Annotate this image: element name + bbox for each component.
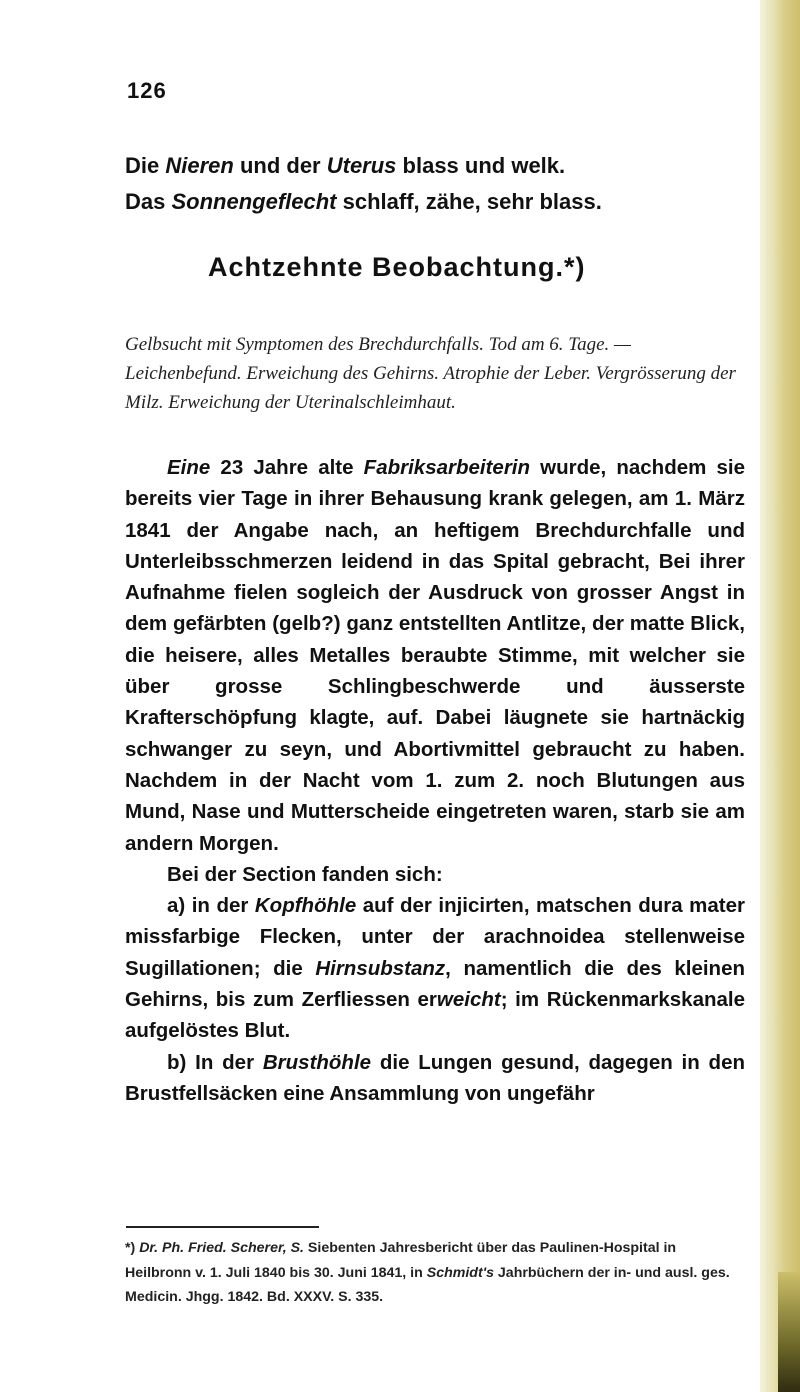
body-text — [125, 452, 745, 1109]
footnote-divider — [126, 1226, 319, 1228]
paragraph-case-history: Eine 23 Jahre alte Fabriksarbeiterin wurde, nachdem sie bereits vier Tage in ihrer Behausung krank gelegen, am 1. März 1841 der Angabe nach, an heftigem Brechdurchfalle und Unterleibsschmerzen leidend in das Spital gebracht, Bei ihrer Aufnahme fielen sogleich der Ausdruck von grosser Angst in dem gefärbten (gelb?) ganz entstellten Antlitze, der matte Blick, die heisere, alles Metalles beraubte Stimme, mit welcher sie über grosse Schlingbeschwerde und äusserste Krafterschöpfung klagte, auf. Dabei läugnete sie hartnäckig schwanger zu seyn, und Abortivmittel gebraucht zu haben. Nachdem in der Nacht vom 1. zum 2. noch Blutungen aus Mund, Nase und Mutterscheide eingetreten waren, starb sie am andern Morgen. — [125, 456, 745, 855]
page-edge — [760, 0, 800, 1392]
paragraph-head-cavity: a) in der Kopfhöhle auf der injicirten, matschen dura mater missfarbige Flecken, unter der arachnoidea stellenweise Sugillationen; die Hirnsubstanz, namentlich die des kleinen Gehirns, bis zum Zerfliessen erweicht; im Rückenmarkskanale aufgelöstes Blut. — [125, 894, 745, 1043]
section-heading: Achtzehnte Beobachtung.*) — [208, 252, 586, 282]
intro-line-2: Das Sonnengeflecht schlaff, zähe, sehr blass. — [125, 189, 602, 214]
intro-text — [125, 148, 745, 220]
page-edge-shadow — [778, 1272, 800, 1392]
paragraph-chest-cavity: b) In der Brusthöhle die Lungen gesund, dagegen in den Brustfellsäcken eine Ansammlung von ungefähr — [125, 1050, 745, 1105]
page-number: 126 — [127, 78, 167, 103]
case-summary: Gelbsucht mit Symptomen des Brechdurchfalls. Tod am 6. Tage. — Leichenbefund. Erweichung des Gehirns. Atrophie der Leber. Vergrösserung der Milz. Erweichung der Uterinalschleimhaut. — [125, 334, 736, 413]
intro-line-1: Die Nieren und der Uterus blass und welk. — [125, 153, 566, 178]
paragraph-section-intro: Bei der Section fanden sich: — [167, 862, 443, 886]
footnote: *) Dr. Ph. Fried. Scherer, S. Siebenten Jahresbericht über das Paulinen-Hospital in Heilbronn v. 1. Juli 1840 bis 30. Juni 1841, in Schmidt's Jahrbüchern der in- und ausl. ges. Medicin. Jhgg. 1842. Bd. XXXV. S. 335. — [125, 1240, 730, 1306]
